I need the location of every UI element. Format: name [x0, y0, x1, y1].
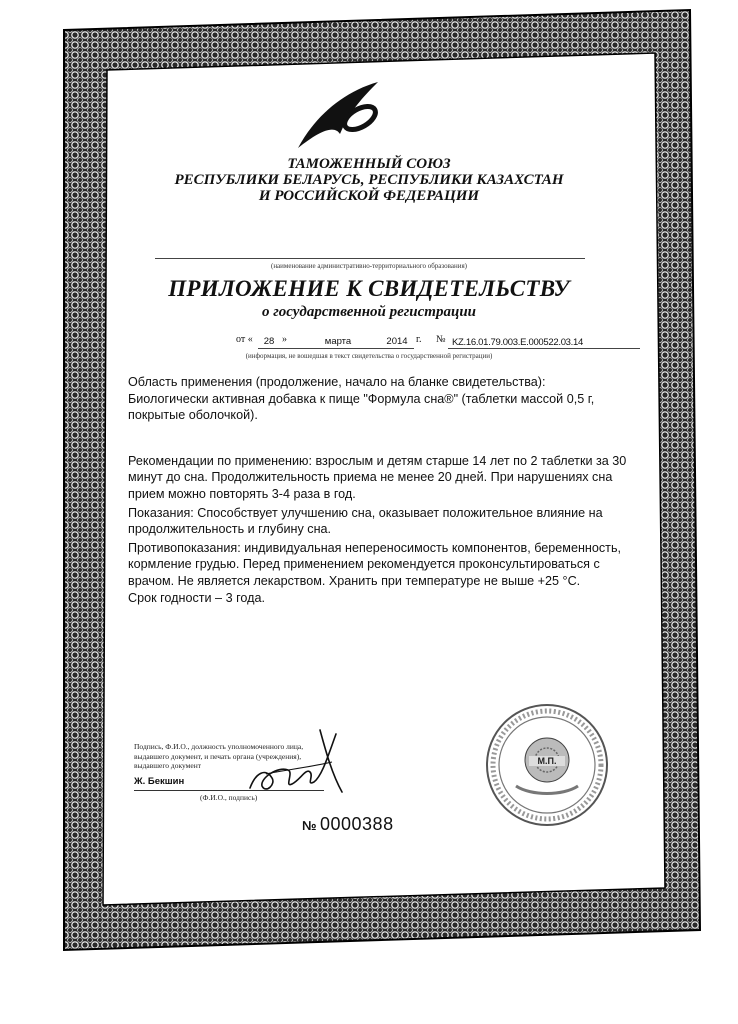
stamp-center-text: М.П.: [529, 756, 565, 766]
reg-number-label: №: [436, 334, 446, 345]
serial-number: 0000388: [320, 814, 394, 834]
signature-sub-caption: (Ф.И.О., подпись): [200, 793, 258, 802]
reg-number: KZ.16.01.79.003.E.000522.03.14: [452, 337, 583, 348]
reg-number-underline: [448, 348, 640, 349]
date-underline: [258, 348, 414, 349]
emblem-logo-icon: [296, 78, 396, 150]
date-year: 2014: [386, 336, 408, 347]
union-line-3: И РОССИЙСКОЙ ФЕДЕРАЦИИ: [258, 188, 480, 204]
date-month: марта: [324, 336, 352, 347]
date-year-suffix: г.: [416, 334, 422, 345]
signatory-name: Ж. Бекшин: [134, 776, 185, 787]
paragraph-application-area: Область применения (продолжение, начало на бланке свидетельства): Биологически активная добавка к пище "Формула сна®" (таблетки массой 0,5 г, покрытые оболочкой).: [128, 375, 595, 423]
signature-scribble-icon: [236, 712, 352, 808]
date-line-caption: (информация, не вошедшая в текст свидетельства о государственной регистрации): [245, 352, 493, 360]
document-title: ПРИЛОЖЕНИЕ К СВИДЕТЕЛЬСТВУ: [168, 276, 570, 301]
admin-unit-caption: (наименование административно-территориального образования): [270, 262, 467, 270]
paragraph-shelf-life: Срок годности – 3 года.: [128, 590, 265, 605]
paragraph-indications: Показания: Способствует улучшению сна, оказывает положительное влияние на продолжительность и глубину сна.: [128, 505, 603, 537]
document-body: [128, 374, 628, 606]
date-day: 28: [263, 336, 275, 347]
date-close-quote: »: [282, 334, 287, 345]
serial-number-label: №: [302, 818, 317, 833]
admin-unit-rule: [155, 258, 585, 259]
signature-caption: Подпись, Ф.И.О., должность уполномоченного лица, выдавшего документ, и печать органа (учреждения), выдавшего документ: [134, 742, 304, 770]
union-line-2: РЕСПУБЛИКИ БЕЛАРУСЬ, РЕСПУБЛИКИ КАЗАХСТАН: [174, 172, 564, 188]
date-prefix: от «: [236, 334, 253, 345]
paragraph-contraindications: Противопоказания: индивидуальная непереносимость компонентов, беременность, кормление грудью. Перед применением рекомендуется проконсультироваться с врачом. Не является лекарством. Хранить при температуре не выше +25 °С.: [128, 540, 622, 588]
union-line-1: ТАМОЖЕННЫЙ СОЮЗ: [287, 156, 451, 172]
paragraph-recommendations: Рекомендации по применению: взрослым и детям старше 14 лет по 2 таблетки за 30 минут до сна. Продолжительность приема не менее 20 дней. При нарушениях сна прием можно повторять 3-4 раза в год.: [128, 453, 627, 501]
document-subtitle: о государственной регистрации: [261, 304, 477, 320]
